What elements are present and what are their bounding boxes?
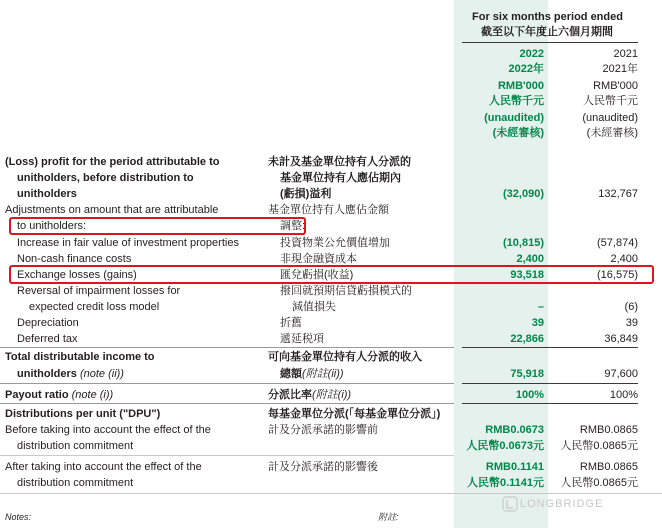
row-adjustments-zh-2: 調整: [280,220,306,232]
col-2022-year: 2022 [519,48,544,60]
row-after-2021: RMB0.0865 [579,461,638,473]
row-fair-value-zh: 投資物業公允價值增加 [280,237,390,249]
row-reversal-label-1: Reversal of impairment losses for [17,285,181,297]
row-reversal-2022: – [537,301,544,313]
row-adjustments-label-2: to unitholders: [17,220,87,232]
row-after-2022-zh: 人民幣0.1141元 [466,477,544,489]
row-depreciation-2022: 39 [531,317,544,329]
row-before-2021: RMB0.0865 [579,424,638,436]
row-total-2022: 75,918 [510,368,544,380]
period-header-zh: 截至以下年度止六個月期間 [481,26,613,38]
row-loss-profit-zh-3: (虧損)溢利 [280,188,332,200]
row-adjustments-zh-1: 基金單位持有人應佔金額 [268,204,389,216]
divider-payout [0,383,454,384]
row-payout-zh-note: (附註(i)) [312,389,352,401]
header-divider [462,42,638,43]
row-total-2021: 97,600 [604,368,638,380]
row-depreciation-2021: 39 [625,317,638,329]
divider-footer [0,493,662,494]
row-finance-costs-label: Non-cash finance costs [17,253,132,265]
row-reversal-label-2: expected credit loss model [29,301,160,313]
row-loss-profit-label-3: unitholders [17,188,77,200]
row-finance-costs-2022: 2,400 [516,253,544,265]
row-fair-value-2021: (57,874) [597,237,638,249]
row-loss-profit-label-2: unitholders, before distribution to [17,172,194,184]
row-after-label-2: distribution commitment [17,477,134,489]
col-2022-year-zh: 2022年 [508,63,544,75]
longbridge-logo-icon [502,496,518,512]
row-depreciation-label: Depreciation [17,317,79,329]
row-payout-2021: 100% [609,389,638,401]
row-dpu-label: Distributions per unit ("DPU") [5,408,161,420]
row-dpu-zh: 每基金單位分派(「每基金單位分派」) [268,408,441,420]
row-finance-costs-zh: 非現金融資成本 [280,253,357,265]
period-header-en: For six months period ended [472,11,623,23]
notes-label-zh: 附註: [378,512,399,522]
col-2022-status-zh: (未經審核) [492,127,544,139]
row-before-label-1: Before taking into account the effect of the [5,424,211,436]
divider-total [0,347,454,348]
row-exchange-2021: (16,575) [597,269,638,281]
row-before-zh: 計及分派承諾的影響前 [268,424,378,436]
row-payout-2022: 100% [515,389,544,401]
highlight-box-exchange-losses [9,265,654,284]
row-deferred-tax-2022: 22,866 [510,333,544,345]
row-before-2022-zh: 人民幣0.0673元 [466,440,544,452]
divider-after [0,455,454,456]
row-exchange-zh: 匯兌虧損(收益) [280,269,354,281]
row-exchange-label: Exchange losses (gains) [17,269,137,281]
row-total-label-2: unitholders (note (ii)) [17,368,124,380]
row-after-label-1: After taking into account the effect of the [5,461,202,473]
row-loss-profit-zh-2: 基金單位持有人應佔期內 [280,172,401,184]
col-2021-status: (unaudited) [582,112,638,124]
row-before-label-2: distribution commitment [17,440,134,452]
divider-dpu [0,403,454,404]
row-deferred-tax-2021: 36,849 [604,333,638,345]
col-2022-unit-zh: 人民幣千元 [489,95,544,107]
row-before-2022: RMB0.0673 [485,424,544,436]
row-total-zh-1: 可向基金單位持有人分派的收入 [268,351,422,363]
row-payout-zh: 分派比率(附註(i)) [268,389,352,401]
row-before-2021-zh: 人民幣0.0865元 [560,440,638,452]
highlight-box-unitholders [9,217,306,235]
col-2021-year: 2021 [613,48,638,60]
row-finance-costs-2021: 2,400 [610,253,638,265]
row-total-label-1: Total distributable income to [5,351,155,363]
row-reversal-zh-1: 撥回就預期信貸虧損模式的 [280,285,412,297]
col-2021-unit-zh: 人民幣千元 [583,95,638,107]
row-loss-profit-zh-1: 未計及基金單位持有人分派的 [268,156,411,168]
row-reversal-zh-2: 減值損失 [292,301,336,313]
col-2021-year-zh: 2021年 [602,63,638,75]
row-deferred-tax-label: Deferred tax [17,333,78,345]
row-payout-label: Payout ratio (note (i)) [5,389,114,401]
row-fair-value-label: Increase in fair value of investment properties [17,237,239,249]
col-2021-unit: RMB'000 [593,80,638,92]
row-adjustments-label-1: Adjustments on amount that are attributable [5,204,219,216]
row-payout-note: (note (i)) [71,389,114,401]
divider-payout-values [462,383,638,384]
row-loss-profit-2021: 132,767 [598,188,638,200]
row-after-zh: 計及分派承諾的影響後 [268,461,378,473]
col-2022-status: (unaudited) [484,112,544,124]
row-total-zh-2: 總額(附註(ii)) [280,368,344,380]
row-loss-profit-2022: (32,090) [503,188,544,200]
row-total-note: (note (ii)) [79,368,124,380]
row-exchange-2022: 93,518 [510,269,544,281]
row-loss-profit-label-1: (Loss) profit for the period attributable to [5,156,220,168]
notes-label-en: Notes: [5,512,32,522]
divider-dpu-values [462,403,638,404]
row-total-zh-note: (附註(ii)) [302,368,344,380]
row-after-2022: RMB0.1141 [485,461,544,473]
col-2022-unit: RMB'000 [497,80,544,92]
row-depreciation-zh: 折舊 [280,317,302,329]
row-after-2021-zh: 人民幣0.0865元 [560,477,638,489]
longbridge-watermark: LONGBRIDGE [520,498,604,510]
row-reversal-2021: (6) [624,301,638,313]
row-deferred-tax-zh: 遞延税項 [280,333,324,345]
col-2021-status-zh: (未經審核) [586,127,638,139]
row-fair-value-2022: (10,815) [503,237,544,249]
divider-total-values [462,347,638,348]
